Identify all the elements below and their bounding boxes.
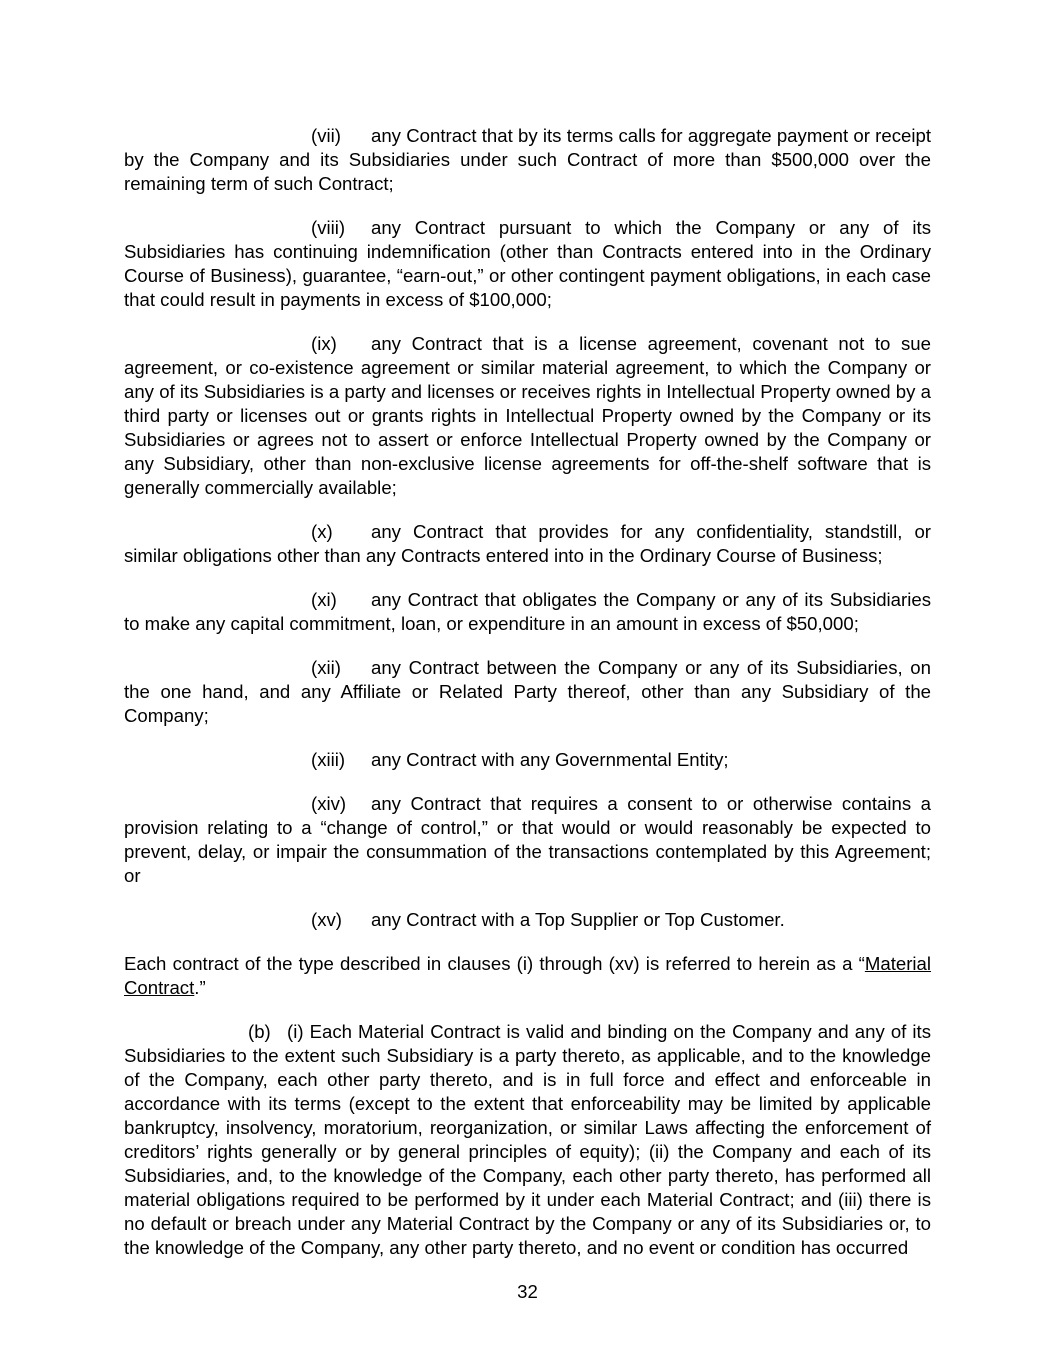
clause-xiv bbox=[124, 792, 931, 888]
clause-text: any Contract with a Top Supplier or Top Customer. bbox=[371, 909, 785, 930]
clause-xi bbox=[124, 588, 931, 636]
clause-number: (xii) bbox=[311, 657, 341, 678]
defined-term: Material Contract bbox=[124, 953, 931, 998]
section-text: (i) Each Material Contract is valid and binding on the Company and any of its Subsidiaries to the extent such Subsidiary is a party thereto, as applicable, and to the knowledge of the Company, each other party thereto, and is in full force and effect and enforceable in accordance with its terms (except to the extent that enforceability may be limited by applicable bankruptcy, insolvency, moratorium, reorganization, or similar Laws affecting the enforcement of creditors’ rights generally or by general principles of equity); (ii) the Company and each of its Subsidiaries, and, to the knowledge of the Company, each other party thereto, has performed all material obligations required to be performed by it under each Material Contract; and (iii) there is no default or breach under any Material Contract by the Company or any of its Subsidiaries or, to the knowledge of the Company, any other party thereto, and no event or condition has occurred bbox=[124, 1021, 931, 1258]
clause-vii bbox=[124, 124, 931, 196]
clause-text: any Contract that is a license agreement, covenant not to sue agreement, or co-existence agreement or similar material agreement, to which the Company or any of its Subsidiaries is a party and licenses or receives rights in Intellectual Property owned by a third party or licenses out or grants rights in Intellectual Property owned by the Company or its Subsidiaries or agrees not to assert or enforce Intellectual Property owned by the Company or any Subsidiary, other than non-exclusive license agreements for off-the-shelf software that is generally commercially available; bbox=[124, 333, 931, 498]
clause-ix bbox=[124, 332, 931, 500]
clause-number: (xv) bbox=[311, 909, 342, 930]
clause-number: (viii) bbox=[311, 217, 346, 238]
material-contract-definition bbox=[124, 952, 931, 1000]
clause-number: (x) bbox=[311, 521, 333, 542]
section-number: (b) bbox=[248, 1021, 271, 1042]
clause-xiii bbox=[124, 748, 931, 772]
clause-x bbox=[124, 520, 931, 568]
clause-number: (vii) bbox=[311, 125, 341, 146]
clause-text: any Contract that by its terms calls for aggregate payment or receipt by the Company and its Subsidiaries under such Contract of more than $500,000 over the remaining term of such Contract; bbox=[124, 125, 931, 194]
clause-number: (xiv) bbox=[311, 793, 347, 814]
clause-number: (xi) bbox=[311, 589, 337, 610]
clause-text: any Contract that obligates the Company or any of its Subsidiaries to make any capital commitment, loan, or expenditure in an amount in excess of $50,000; bbox=[124, 589, 931, 634]
document-page bbox=[124, 124, 931, 1260]
clause-viii bbox=[124, 216, 931, 312]
definition-lead-text: Each contract of the type described in clauses (i) through (xv) is referred to herein as a “ bbox=[124, 953, 865, 974]
clause-text: any Contract pursuant to which the Company or any of its Subsidiaries has continuing indemnification (other than Contracts entered into in the Ordinary Course of Business), guarantee, “earn-out,” or other contingent payment obligations, in each case that could result in payments in excess of $100,000; bbox=[124, 217, 931, 310]
clause-xv bbox=[124, 908, 931, 932]
clause-number: (xiii) bbox=[311, 749, 346, 770]
clause-xii bbox=[124, 656, 931, 728]
clause-text: any Contract with any Governmental Entity; bbox=[371, 749, 729, 770]
clause-number: (ix) bbox=[311, 333, 337, 354]
definition-closing: .” bbox=[194, 977, 206, 998]
clause-text: any Contract between the Company or any of its Subsidiaries, on the one hand, and any Affiliate or Related Party thereof, other than any Subsidiary of the Company; bbox=[124, 657, 931, 726]
page-number: 32 bbox=[517, 1281, 538, 1302]
clause-text: any Contract that requires a consent to or otherwise contains a provision relating to a “change of control,” or that would or would reasonably be expected to prevent, delay, or impair the consummation of the transactions contemplated by this Agreement; or bbox=[124, 793, 931, 886]
section-b bbox=[124, 1020, 931, 1260]
clause-text: any Contract that provides for any confidentiality, standstill, or similar obligations other than any Contracts entered into in the Ordinary Course of Business; bbox=[124, 521, 931, 566]
